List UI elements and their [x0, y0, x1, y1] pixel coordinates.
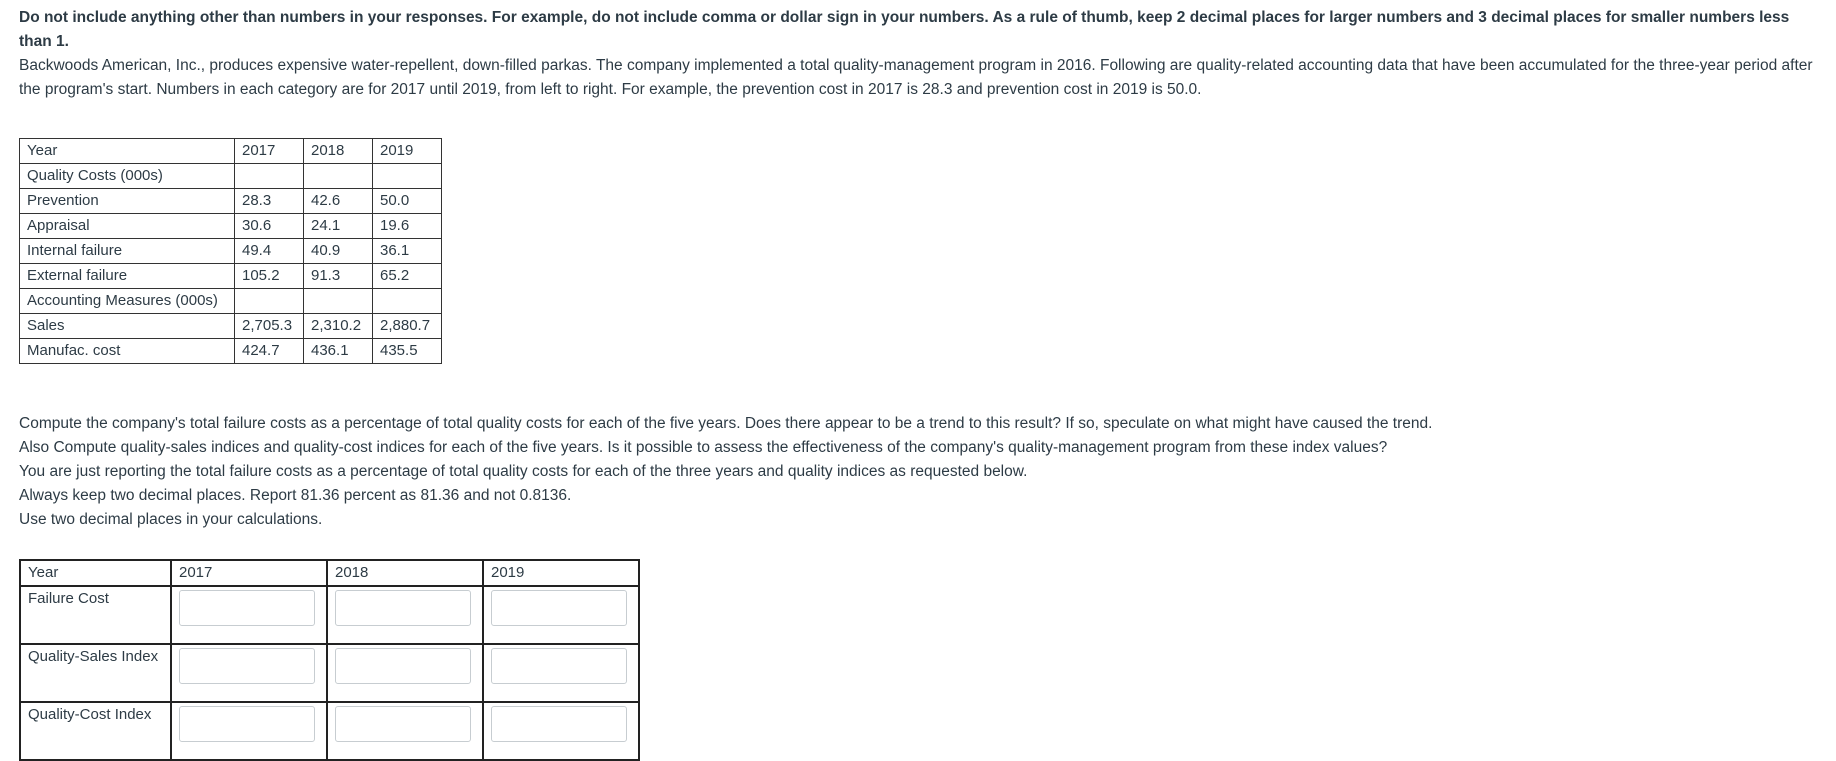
table-header-row [20, 139, 442, 164]
table-cell: 2,310.2 [304, 314, 373, 339]
table-cell [235, 289, 304, 314]
answer-table [19, 559, 640, 761]
table-cell: 2,705.3 [235, 314, 304, 339]
quality-cost-index-2018-input[interactable] [335, 706, 471, 742]
header-cell: 2018 [327, 560, 483, 586]
row-label: Failure Cost [20, 586, 171, 644]
row-label: Quality-Cost Index [20, 702, 171, 760]
table-cell: 435.5 [373, 339, 442, 364]
quality-sales-index-2017-input[interactable] [179, 648, 315, 684]
row-label: Quality Costs (000s) [20, 164, 235, 189]
row-label: Quality-Sales Index [20, 644, 171, 702]
table-cell [373, 289, 442, 314]
table-row [20, 264, 442, 289]
question-text [19, 412, 1817, 532]
row-label: External failure [20, 264, 235, 289]
quality-cost-index-2019-input[interactable] [491, 706, 627, 742]
question-line: Use two decimal places in your calculations. [19, 511, 323, 528]
quality-data-table [19, 138, 442, 364]
table-cell: 24.1 [304, 214, 373, 239]
table-cell: 40.9 [304, 239, 373, 264]
answer-header-row [20, 560, 639, 586]
row-label: Manufac. cost [20, 339, 235, 364]
table-cell [235, 164, 304, 189]
row-label: Prevention [20, 189, 235, 214]
table-cell [304, 289, 373, 314]
question-line: You are just reporting the total failure costs as a percentage of total quality costs for each of the three years and quality indices as requested below. [19, 463, 1028, 480]
table-row [20, 239, 442, 264]
answer-row-failure-cost [20, 586, 639, 644]
header-cell: Year [20, 560, 171, 586]
failure-cost-2018-input[interactable] [335, 590, 471, 626]
header-cell: 2018 [304, 139, 373, 164]
instruction-note: Do not include anything other than numbers in your responses. For example, do not include comma or dollar sign in your numbers. As a rule of thumb, keep 2 decimal places for larger numbers and 3 decimal places for smaller numbers less than 1. [19, 9, 1790, 50]
table-cell: 36.1 [373, 239, 442, 264]
row-label: Appraisal [20, 214, 235, 239]
table-cell: 424.7 [235, 339, 304, 364]
problem-intro: Backwoods American, Inc., produces expensive water-repellent, down-filled parkas. The company implemented a total quality-management program in 2016. Following are quality-related accounting data that have been accumulated for the three-year period after the program's start. Numbers in each category are for 2017 until 2019, from left to right. For example, the prevention cost in 2017 is 28.3 and prevention cost in 2019 is 50.0. [19, 57, 1813, 98]
table-row [20, 189, 442, 214]
row-label: Sales [20, 314, 235, 339]
header-cell: 2017 [235, 139, 304, 164]
row-label: Internal failure [20, 239, 235, 264]
table-cell: 65.2 [373, 264, 442, 289]
table-cell: 436.1 [304, 339, 373, 364]
table-cell [304, 164, 373, 189]
table-cell [373, 164, 442, 189]
table-row [20, 214, 442, 239]
quality-cost-index-2017-input[interactable] [179, 706, 315, 742]
table-cell: 30.6 [235, 214, 304, 239]
table-cell: 2,880.7 [373, 314, 442, 339]
header-cell: Year [20, 139, 235, 164]
failure-cost-2017-input[interactable] [179, 590, 315, 626]
table-row [20, 164, 442, 189]
table-cell: 42.6 [304, 189, 373, 214]
table-row [20, 289, 442, 314]
answer-row-quality-cost-index [20, 702, 639, 760]
quality-sales-index-2018-input[interactable] [335, 648, 471, 684]
table-cell: 49.4 [235, 239, 304, 264]
quality-sales-index-2019-input[interactable] [491, 648, 627, 684]
header-cell: 2019 [483, 560, 639, 586]
header-cell: 2017 [171, 560, 327, 586]
table-row [20, 314, 442, 339]
row-label: Accounting Measures (000s) [20, 289, 235, 314]
answer-row-quality-sales-index [20, 644, 639, 702]
failure-cost-2019-input[interactable] [491, 590, 627, 626]
question-line: Also Compute quality-sales indices and quality-cost indices for each of the five years. Is it possible to assess the effectiveness of the company's quality-management program from these index values? [19, 439, 1388, 456]
table-cell: 50.0 [373, 189, 442, 214]
table-cell: 91.3 [304, 264, 373, 289]
question-line: Compute the company's total failure costs as a percentage of total quality costs for each of the five years. Does there appear to be a trend to this result? If so, speculate on what might have caused the trend. [19, 415, 1433, 432]
table-cell: 105.2 [235, 264, 304, 289]
table-cell: 28.3 [235, 189, 304, 214]
table-cell: 19.6 [373, 214, 442, 239]
header-cell: 2019 [373, 139, 442, 164]
question-line: Always keep two decimal places. Report 81.36 percent as 81.36 and not 0.8136. [19, 487, 572, 504]
table-row [20, 339, 442, 364]
